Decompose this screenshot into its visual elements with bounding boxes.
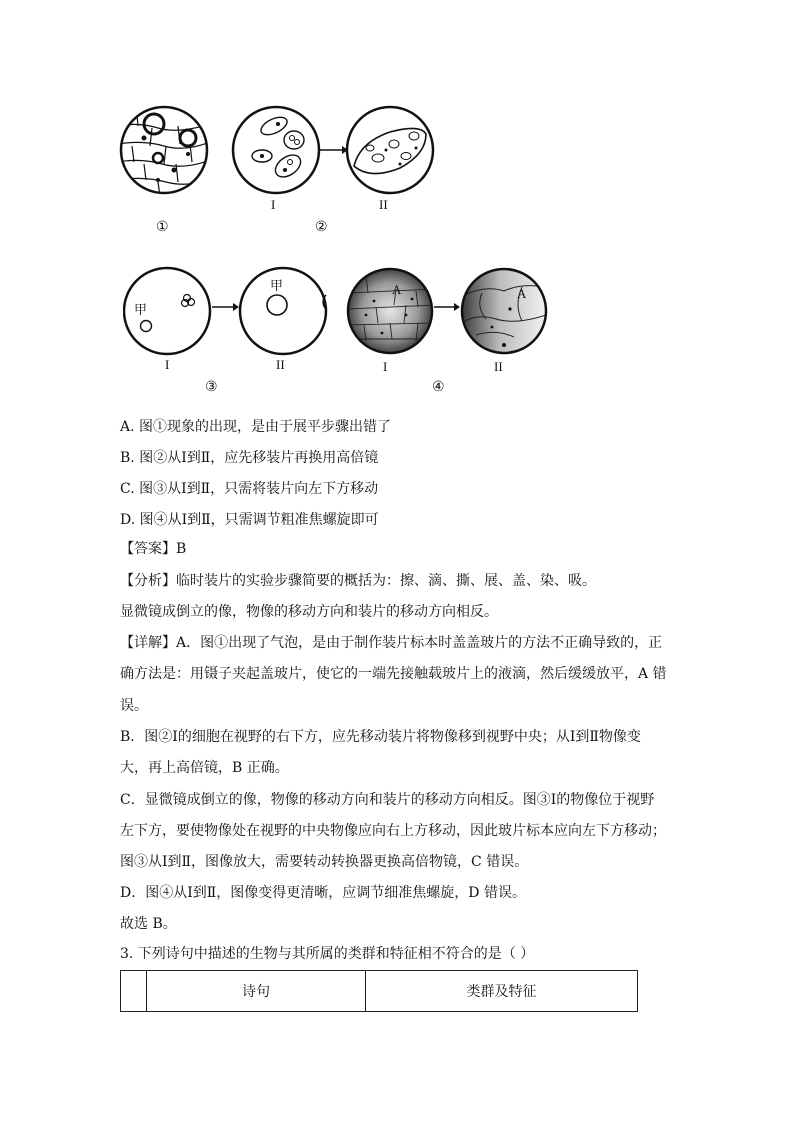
fig4-label-roman-1: I: [383, 359, 388, 374]
detail-line-3: 误。: [120, 698, 148, 714]
table-header-row: [121, 971, 638, 1012]
detail-line-2: 确方法是：用镊子夹起盖玻片，使它的一端先接触载玻片上的液滴，然后缓缓放平，A 错: [120, 666, 667, 682]
option-b: B. 图②从Ⅰ到Ⅱ，应先移装片再换用高倍镜: [120, 450, 379, 466]
fig4-a-letter-2: A: [517, 286, 527, 301]
answer-line: 【答案】B: [120, 541, 187, 557]
figure-2-paramecium: [230, 104, 440, 196]
table-header-group: 类群及特征: [366, 971, 638, 1012]
detail-line-7: 左下方，要使物像处在视野的中央物像应向右上方移动，因此玻片标本应向左下方移动；: [120, 823, 666, 839]
fig3-label-roman-2: II: [276, 357, 285, 372]
fig2-label-roman-1: I: [271, 197, 276, 212]
fig4-label-roman-2: II: [494, 359, 503, 374]
option-c: C. 图③从Ⅰ到Ⅱ，只需将装片向左下方移动: [120, 481, 379, 497]
fig2-label-roman-2: II: [379, 197, 388, 212]
fig1-number-label: ①: [156, 220, 169, 235]
detail-line-5: 大，再上高倍镜，B 正确。: [120, 760, 289, 776]
fig4-a-letter-1: A: [392, 282, 402, 297]
fig3-label-roman-1: I: [165, 357, 170, 372]
question-3: 3. 下列诗句中描述的生物与其所属的类群和特征相不符合的是（ ）: [120, 946, 535, 962]
figure-4-focus: [346, 265, 548, 357]
detail-line-9: D．图④从Ⅰ到Ⅱ，图像变得更清晰，应调节细准焦螺旋，D 错误。: [120, 885, 526, 901]
fig2-number-label: ②: [315, 220, 328, 235]
table-header-poem: 诗句: [147, 971, 366, 1012]
option-a: A. 图①现象的出现，是由于展平步骤出错了: [120, 419, 392, 435]
fig3-jia-label-1: 甲: [134, 302, 148, 317]
detail-line-10: 故选 B。: [120, 916, 177, 932]
question-3-table: [120, 970, 638, 1012]
fig3-jia-label-2: 甲: [270, 278, 284, 293]
fig3-number-label: ③: [205, 380, 218, 395]
detail-line-8: 图③从Ⅰ到Ⅱ，图像放大，需要转动转换器更换高倍物镜，C 错误。: [120, 854, 529, 870]
fig4-number-label: ④: [432, 380, 445, 395]
option-d: D. 图④从Ⅰ到Ⅱ，只需调节粗准焦螺旋即可: [120, 512, 379, 528]
figure-1-onion-cells: [118, 104, 210, 196]
figure-3-field-of-view: [123, 265, 333, 357]
analysis-line-2: 显微镜成倒立的像，物像的移动方向和装片的移动方向相反。: [120, 604, 498, 620]
detail-line-4: B．图②Ⅰ的细胞在视野的右下方，应先移动装片将物像移到视野中央；从Ⅰ到Ⅱ物像变: [120, 729, 641, 745]
analysis-line-1: 【分析】临时装片的实验步骤简要的概括为：擦、滴、撕、展、盖、染、吸。: [120, 573, 596, 589]
table-header-blank: [121, 971, 147, 1012]
detail-line-6: C．显微镜成倒立的像，物像的移动方向和装片的移动方向相反。图③Ⅰ的物像位于视野: [120, 792, 655, 808]
detail-line-1: 【详解】A．图①出现了气泡，是由于制作装片标本时盖盖玻片的方法不正确导致的，正: [120, 635, 663, 651]
